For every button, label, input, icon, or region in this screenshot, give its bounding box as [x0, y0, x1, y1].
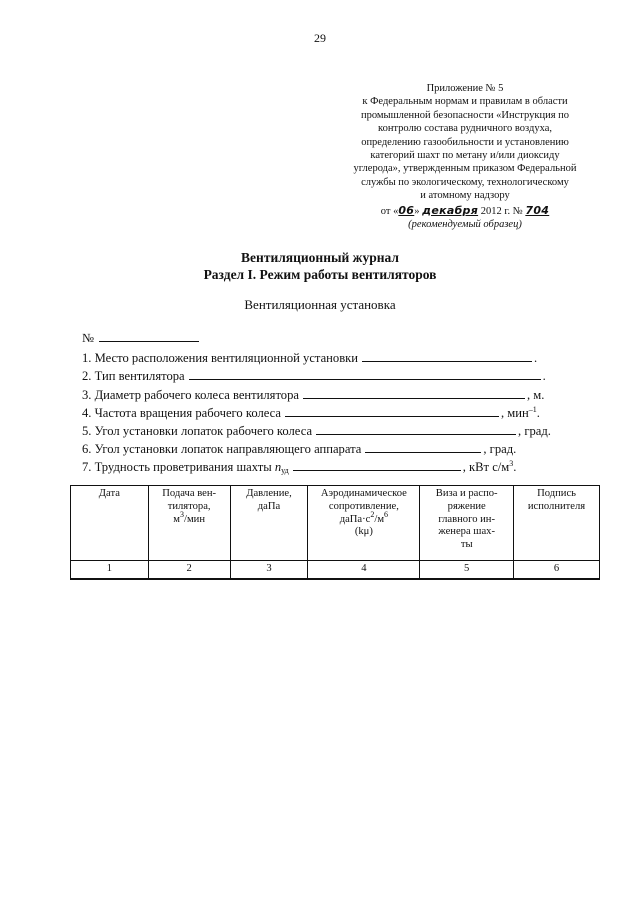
order-date-line — [330, 204, 600, 218]
order-year: 2012 г. № — [480, 205, 523, 217]
ventilation-journal-table — [70, 485, 600, 580]
field-label: 5. Угол установки лопаток рабочего колеса — [82, 424, 313, 439]
column-header-signature: Подпись исполнителя — [514, 486, 600, 561]
column-header-chief-engineer-visa: Виза и распо- ряжение главного ин- женера шах- ты — [420, 486, 514, 561]
order-month: декабря — [422, 203, 479, 217]
number-blank — [99, 329, 199, 342]
page-number: 29 — [314, 31, 326, 45]
column-number: 4 — [308, 561, 420, 580]
form-fields — [82, 329, 602, 477]
column-number: 3 — [230, 561, 308, 580]
field-label: 7. Трудность проветривания шахты $n_{уд}$ — [82, 460, 289, 476]
document-subtitle: Вентиляционная установка — [244, 297, 396, 312]
appendix-line: категорий шахт по метану и/или диоксиду — [370, 150, 560, 162]
field-label: 6. Угол установки лопаток направляющего аппарата — [82, 442, 362, 457]
table-header-row — [71, 486, 600, 561]
field-location — [82, 349, 602, 367]
field-blank — [303, 386, 525, 399]
field-blank — [293, 458, 461, 471]
order-prefix: от « — [380, 205, 399, 217]
field-ventilation-difficulty — [82, 458, 602, 476]
field-unit: , град. — [518, 424, 551, 439]
field-wheel-diameter — [82, 386, 602, 404]
field-rotation-frequency — [82, 404, 602, 422]
column-header-fan-supply: Подача вен- тилятора, $м^3$/мин — [148, 486, 230, 561]
field-unit: , мин$^{-1}$. — [500, 404, 540, 420]
table-column-numbers-row — [71, 561, 600, 580]
order-mid: » — [414, 205, 420, 217]
title-line-1: Вентиляционный журнал — [241, 250, 399, 265]
document-title — [0, 249, 640, 283]
order-day: 06 — [398, 203, 415, 217]
field-label: 4. Частота вращения рабочего колеса — [82, 405, 281, 420]
order-number: 704 — [525, 203, 550, 217]
installation-number-field — [82, 329, 602, 347]
column-number: 6 — [514, 561, 600, 580]
sample-note: (рекомендуемый образец) — [408, 219, 522, 231]
appendix-block — [330, 82, 600, 231]
field-label: 1. Место расположения вентиляционной установки — [82, 351, 358, 366]
field-unit: . — [542, 369, 546, 384]
field-unit: . — [534, 351, 538, 366]
column-number: 5 — [420, 561, 514, 580]
appendix-line: к Федеральным нормам и правилам в области — [362, 96, 568, 108]
title-line-2: Раздел I. Режим работы вентиляторов — [203, 267, 437, 282]
field-wheel-blade-angle — [82, 422, 602, 440]
field-unit: , град. — [483, 442, 517, 457]
number-label: № — [82, 331, 95, 345]
field-guide-blade-angle — [82, 440, 602, 458]
column-number: 1 — [71, 561, 149, 580]
field-blank — [285, 404, 499, 417]
field-unit: , м. — [526, 387, 545, 402]
appendix-line: и атомному надзору — [420, 190, 510, 202]
field-fan-type — [82, 367, 602, 385]
field-unit: , кВт $с/м^3$. — [462, 459, 517, 475]
column-header-aero-resistance: Аэродинамическое сопротивление, $даПа\cdot с^2/м^6$ (kμ) — [308, 486, 420, 561]
appendix-line: контролю состава рудничного воздуха, — [378, 123, 552, 135]
appendix-line: Приложение № 5 — [426, 83, 504, 94]
column-number: 2 — [148, 561, 230, 580]
column-header-pressure: Давление, даПа — [230, 486, 308, 561]
appendix-line: углерода», утвержденным приказом Федеральной — [353, 163, 577, 175]
appendix-line: промышленной безопасности «Инструкция по — [360, 109, 570, 121]
field-blank — [365, 440, 481, 453]
field-blank — [316, 422, 516, 435]
column-header-date: Дата — [71, 486, 149, 561]
field-label: 3. Диаметр рабочего колеса вентилятора — [82, 387, 299, 402]
field-label: 2. Тип вентилятора — [82, 369, 185, 384]
field-blank — [189, 367, 541, 380]
appendix-line: определению газообильности и установлению — [361, 136, 569, 148]
appendix-line: службы по экологическому, технологическому — [361, 176, 569, 188]
field-blank — [362, 349, 532, 362]
